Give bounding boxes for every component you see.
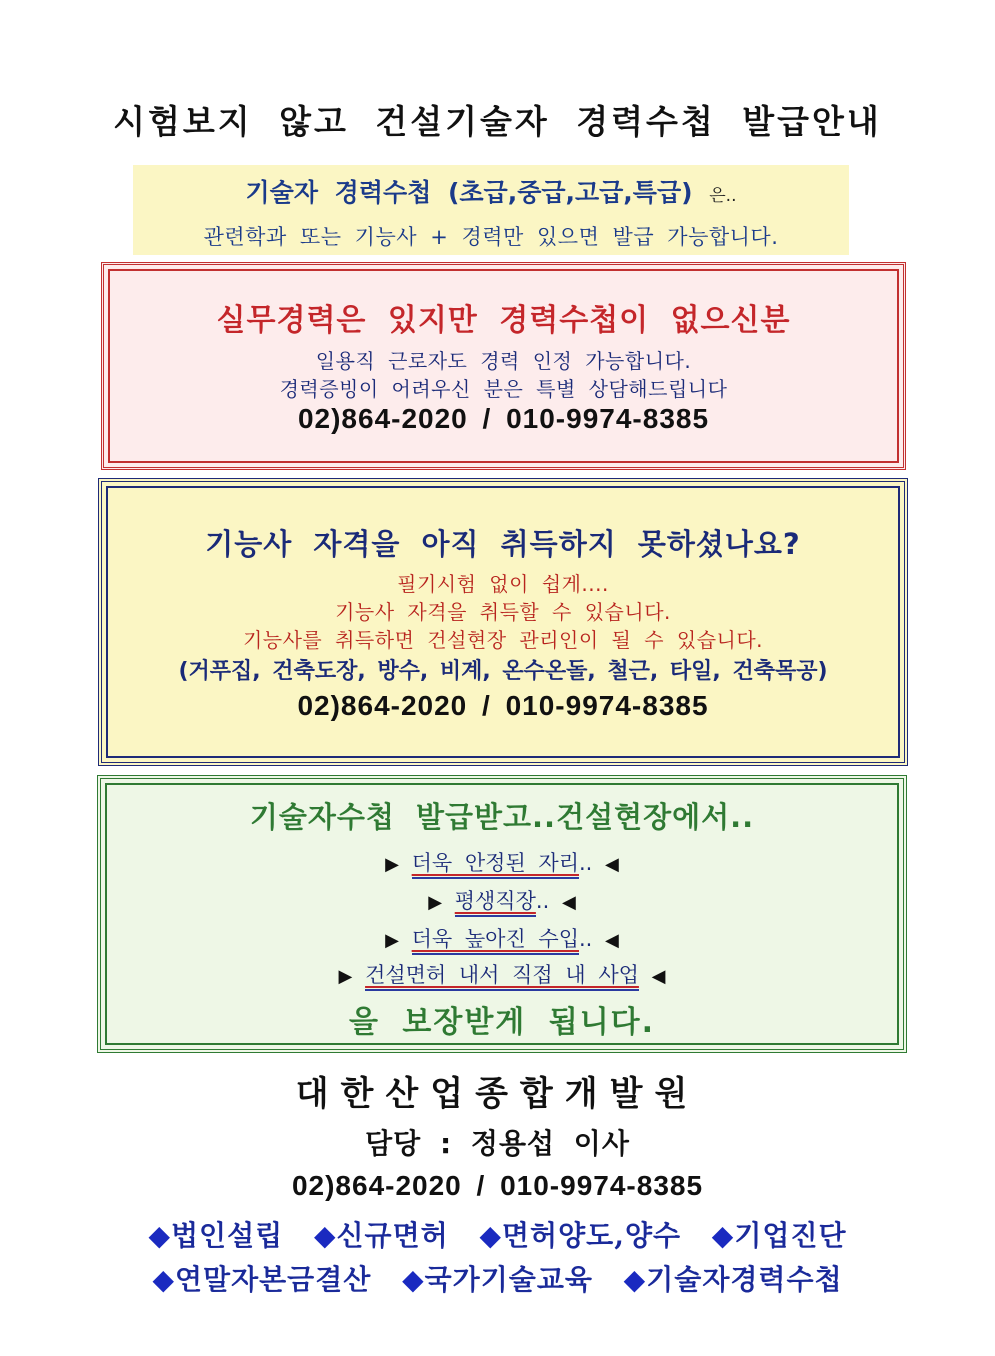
intro-headline-suffix: 은.. [709, 186, 737, 206]
arrow-left-icon: ◀ [605, 930, 619, 951]
experience-phone: 02)864-2020 / 010-9974-8385 [297, 403, 710, 434]
intro-banner [133, 165, 849, 255]
diamond-icon: ◆ [313, 1219, 337, 1252]
service-label: 신규면허 [336, 1219, 449, 1252]
experience-line-1: 일용직 근로자도 경력 인정 가능합니다. [315, 349, 692, 373]
experience-heading: 실무경력은 있지만 경력수첩이 없으신분 [216, 303, 791, 338]
benefit-item-text: 더욱 안정된 자리 [412, 851, 579, 879]
diamond-icon: ◆ [152, 1263, 175, 1296]
arrow-left-icon: ◀ [561, 892, 576, 913]
service-label: 기술자경력수첩 [646, 1263, 843, 1296]
benefits-section [97, 775, 907, 1053]
service-item [712, 1219, 847, 1252]
service-label: 면허양도,양수 [502, 1219, 682, 1252]
intro-headline-text: 기술자 경력수첩 (초급,중급,고급,특급) [245, 178, 693, 207]
company-phone: 02)864-2020 / 010-9974-8385 [291, 1170, 704, 1201]
arrow-left-icon: ◀ [651, 966, 666, 987]
service-item [152, 1263, 371, 1296]
license-line-3: 기능사를 취득하면 건설현장 관리인이 될 수 있습니다. [242, 628, 764, 652]
benefit-item [101, 885, 903, 915]
services-row-1 [0, 1214, 995, 1254]
arrow-right-icon: ▶ [428, 892, 443, 913]
benefit-item-tail: .. [579, 927, 593, 951]
service-item [624, 1263, 843, 1296]
benefit-item-tail: .. [535, 889, 550, 913]
benefit-item [101, 847, 903, 877]
page-title: 시험보지 않고 건설기술자 경력수첩 발급안내 [113, 102, 882, 141]
diamond-icon: ◆ [711, 1219, 735, 1252]
benefit-item-text: 더욱 높아진 수입 [412, 927, 579, 955]
benefit-item [101, 959, 903, 989]
benefit-item-text: 평생직장 [455, 889, 536, 917]
services-row-2 [0, 1258, 995, 1298]
license-heading: 기능사 자격을 아직 취득하지 못하셨나요? [205, 527, 801, 561]
license-line-1: 필기시험 없이 쉽게.... [397, 572, 609, 596]
service-label: 연말자본금결산 [174, 1263, 372, 1296]
company-name: 대한산업종합개발원 [295, 1074, 700, 1114]
service-label: 국가기술교육 [424, 1263, 593, 1296]
contact-person: 담당 : 정용섭 이사 [365, 1127, 630, 1160]
service-item [479, 1219, 681, 1252]
license-section [98, 478, 908, 766]
service-label: 기업진단 [734, 1219, 847, 1252]
diamond-icon: ◆ [148, 1219, 171, 1252]
intro-headline [133, 173, 849, 209]
arrow-right-icon: ▶ [338, 966, 353, 987]
license-phone: 02)864-2020 / 010-9974-8385 [297, 690, 709, 721]
service-item [314, 1219, 449, 1252]
diamond-icon: ◆ [479, 1219, 502, 1252]
experience-section [101, 262, 906, 470]
arrow-right-icon: ▶ [385, 854, 399, 875]
benefit-item-tail: .. [579, 851, 593, 875]
diamond-icon: ◆ [623, 1263, 647, 1296]
service-item [402, 1263, 593, 1296]
license-trades: (거푸집, 건축도장, 방수, 비계, 온수온돌, 철근, 타일, 건축목공) [178, 659, 828, 684]
intro-subline: 관련학과 또는 기능사 + 경력만 있으면 발급 가능합니다. [203, 225, 779, 249]
license-line-2: 기능사 자격을 취득할 수 있습니다. [335, 600, 671, 624]
benefit-item [101, 923, 903, 953]
service-item [148, 1219, 283, 1252]
benefits-footer: 을 보장받게 됩니다. [348, 1005, 656, 1040]
diamond-icon: ◆ [402, 1263, 425, 1296]
arrow-left-icon: ◀ [605, 854, 619, 875]
experience-line-2: 경력증빙이 어려우신 분은 특별 상담해드립니다 [279, 377, 728, 401]
arrow-right-icon: ▶ [385, 930, 399, 951]
service-label: 법인설립 [171, 1219, 284, 1252]
benefit-item-text: 건설면허 내서 직접 내 사업 [365, 963, 639, 991]
benefits-heading: 기술자수첩 발급받고..건설현장에서.. [249, 800, 755, 834]
